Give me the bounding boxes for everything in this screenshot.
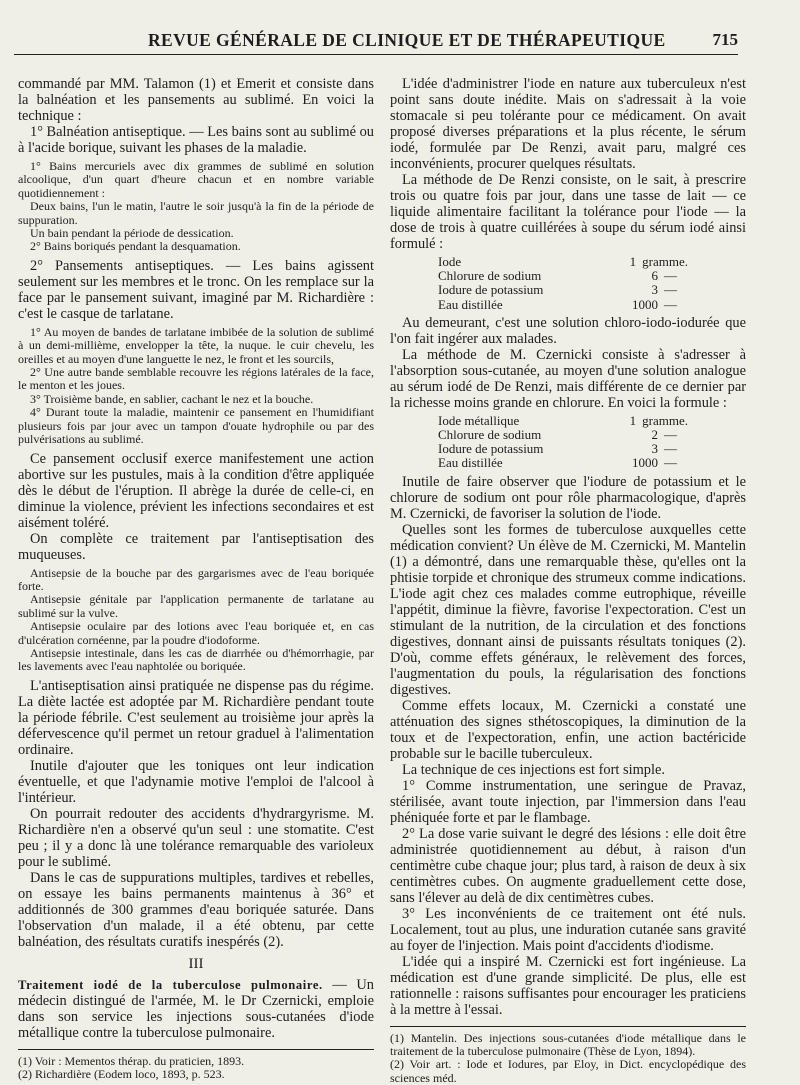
ingredient: Iodure de potassium: [438, 283, 544, 298]
formula-row: [438, 442, 688, 456]
unit: —: [664, 441, 677, 457]
quantity: 1000: [632, 296, 658, 312]
paragraph: On complète ce traitement par l'antiseptisation des muqueuses.: [18, 530, 374, 563]
small-paragraph: Un bain pendant la période de dessication.: [30, 226, 234, 241]
page-number: 715: [712, 30, 738, 49]
small-paragraph: Antisepsie intestinale, dans les cas de diarrhée ou d'hémorrhagie, par les lavements avec l'eau naphtolée ou boriquée.: [18, 645, 374, 674]
paragraph: Dans le cas de suppurations multiples, tardives et rebelles, on essaye les bains permanents maintenus à 36° et additionnés de 300 grammes d'eau boriquée saturée. Dans l'observation d'un malade, il a été obtenu, par cette balnéation, des résultats curatifs inespérés (2).: [18, 869, 374, 950]
small-paragraph: 2° Bains boriqués pendant la desquamation.: [30, 239, 241, 254]
unit: gramme.: [642, 412, 688, 428]
running-header: [14, 28, 738, 55]
paragraph: 2° Pansements antiseptiques. — Les bains agissent seulement sur les membres et le tronc. On les remplace sur la face par le pansement suivant, imaginé par M. Richardière : c'est le casque de tarlatane.: [18, 257, 374, 322]
footnote: (1) Mantelin. Des injections sous-cutanées d'iode métallique dans le traitement de la tuberculose pulmonaire (Thèse de Lyon, 1894).: [390, 1030, 746, 1059]
unit: —: [664, 296, 677, 312]
footnote-rule: [390, 1026, 746, 1027]
paragraph: La méthode de M. Czernicki consiste à s'adresser à l'absorption sous-cutanée, au moyen d'une solution analogue au sérum iodé de De Renzi, mais différente de ce dernier par la richesse moins grande en chlorure. En voici la formule :: [390, 346, 746, 411]
small-paragraph: 1° Au moyen de bandes de tarlatane imbibée de la solution de sublimé à un demi-millième, envelopper la tête, la nuque. le cuir chevelu, les oreilles et au moyen d'une languette le nez, le front et les sourcils,: [18, 324, 374, 366]
small-paragraph: Antisepsie de la bouche par des gargarismes avec de l'eau boriquée forte.: [18, 565, 374, 593]
ingredient: Eau distillée: [438, 456, 503, 471]
section-title: Traitement iodé de la tuberculose pulmonaire.: [18, 977, 323, 992]
small-paragraph: 3° Troisième bande, en sablier, cachant le nez et la bouche.: [30, 391, 314, 406]
small-paragraph: Antisepsie oculaire par des lotions avec l'eau boriquée et, en cas d'ulcération cornéenne, par la poudre d'iodoforme.: [18, 619, 374, 647]
quantity: 1: [629, 254, 637, 269]
paragraph: Comme effets locaux, M. Czernicki a constaté une atténuation des signes sthétoscopiques, la diminution de la toux et de l'expectoration, enfin, une action bactéricide probable sur le bacille tuberculeux.: [390, 697, 746, 762]
small-paragraph: 4° Durant toute la maladie, maintenir ce pansement en l'humidifiant plusieurs fois par jour avec un tampon d'ouate hydrophile ou par des pulvérisations au sublimé.: [18, 405, 374, 447]
formula-row: [438, 414, 688, 428]
paragraph: L'antiseptisation ainsi pratiquée ne dispense pas du régime. La diète lactée est adoptée par M. Richardière pendant toute la période fébrile. C'est seulement au troisième jour après la défervescence qu'il permet un retour graduel à l'alimentation ordinaire.: [18, 677, 374, 758]
paragraph: 1° Comme instrumentation, une seringue de Pravaz, stérilisée, avant toute injection, par l'immersion dans l'eau phéniquée forte et par le flambage.: [390, 777, 746, 826]
formula-row: [438, 456, 688, 470]
small-paragraph: Antisepsie génitale par l'application permanente de tarlatane au sublimé sur la vulve.: [18, 592, 374, 620]
left-column: [18, 76, 374, 1082]
quantity: 3: [651, 282, 658, 298]
section-text: — Un médecin distingué de l'armée, M. le Dr Czernicki, emploie dans son service les injections sous-cutanées d'iode métallique contre la tuberculose pulmonaire.: [18, 976, 374, 1041]
quantity: 3: [651, 441, 658, 457]
formula-row: [438, 255, 688, 269]
ingredient: Iode: [438, 255, 462, 269]
quantity: 1000: [632, 455, 658, 471]
paragraph: Quelles sont les formes de tuberculose auxquelles cette médication convient? Un élève de M. Czernicki, M. Mantelin (1) a démontré, dans une remarquable thèse, qu'elles ont la phtisie torpide et chronique des strumeux comme indications. L'iode agit chez ces malades comme eutrophique, réveille l'appétit, diminue la fièvre, favorise l'expectoration. C'est un stimulant de la nutrition, de la circulation et des fonctions digestives, donnant ainsi de puissants résultats toniques (2). D'où, comme effets généraux, le relèvement des forces, l'augmentation du pouls, la régularisation des fonctions digestives.: [390, 521, 746, 698]
formula-table: [438, 255, 688, 312]
footnote-rule: [18, 1049, 374, 1050]
running-title: REVUE GÉNÉRALE DE CLINIQUE ET DE THÉRAPEUTIQUE: [148, 30, 666, 50]
ingredient: Eau distillée: [438, 297, 503, 312]
paragraph: L'idée qui a inspiré M. Czernicki est fort ingénieuse. La médication est d'une grande simplicité. De plus, elle est rationnelle : raisons suffisantes pour encourager les praticiens à la mettre à l'essai.: [390, 953, 746, 1018]
unit: gramme.: [642, 254, 688, 269]
unit: —: [664, 282, 677, 298]
formula-row: [438, 298, 688, 312]
ingredient: Iodure de potassium: [438, 442, 544, 457]
small-paragraph: 2° Une autre bande semblable recouvre les régions latérales de la face, le menton et les joues.: [18, 365, 374, 393]
small-paragraph: 1° Bains mercuriels avec dix grammes de sublimé en solution alcoolique, d'un quart d'heure chacun et en nombre variable quotidiennement :: [18, 159, 374, 200]
quantity: 1: [629, 412, 637, 428]
formula-table: [438, 414, 688, 471]
unit: —: [664, 455, 677, 471]
footnote: (2) Richardière (Eodem loco, 1893, p. 523.: [18, 1067, 225, 1082]
formula-row: [438, 269, 688, 283]
paragraph: La technique de ces injections est fort simple.: [402, 761, 665, 778]
paragraph: commandé par MM. Talamon (1) et Emerit et consiste dans la balnéation et les pansements au sublimé. En voici la technique :: [18, 76, 374, 124]
unit: —: [664, 268, 677, 284]
formula-row: [438, 428, 688, 442]
formula-row: [438, 283, 688, 297]
paragraph: 1° Balnéation antiseptique. — Les bains sont au sublimé ou à l'acide borique, suivant les phases de la maladie.: [18, 124, 374, 156]
small-paragraph: Deux bains, l'un le matin, l'autre le soir jusqu'à la fin de la période de suppuration.: [18, 199, 374, 227]
section-number: III: [188, 955, 204, 972]
quantity: 2: [651, 427, 658, 443]
section-paragraph: [18, 977, 374, 1041]
paragraph: Inutile de faire observer que l'iodure de potassium et le chlorure de sodium ont pour rôle pharmacologique, d'après M. Czernicki, de favoriser la solution de l'iode.: [390, 473, 746, 522]
paragraph: La méthode de De Renzi consiste, on le sait, à prescrire trois ou quatre fois par jour, dans une tasse de lait — ce liquide alimentaire facilitant la tolérance pour l'iode — la dose de trois à quatre cuillérées à soupe du sérum iodé ainsi formulé :: [390, 172, 746, 252]
paragraph: L'idée d'administrer l'iode en nature aux tuberculeux n'est point sans doute inédite. Mais on s'adressait à la voie stomacale si peu tolérante pour ce médicament. On avait proposé diverses préparations et la plus récente, le sérum iodé, formulée par De Renzi, avait paru, malgré ces inconvénients, procurer quelques résultats.: [390, 76, 746, 172]
footnote: (1) Voir : Mementos thérap. du praticien, 1893.: [18, 1053, 245, 1068]
paragraph: Inutile d'ajouter que les toniques ont leur indication éventuelle, et que l'adynamie motive l'emploi de l'alcool à l'intérieur.: [18, 757, 374, 806]
paragraph: Au demeurant, c'est une solution chloro-iodo-iodurée que l'on fait ingérer aux malades.: [390, 314, 746, 347]
right-column: [390, 76, 746, 1085]
ingredient: Iode métallique: [438, 413, 520, 428]
unit: —: [664, 427, 677, 443]
paragraph: 2° La dose varie suivant le degré des lésions : elle doit être administrée quotidiennement au début, à raison d'un centimètre cube chaque jour; plus tard, à raison de deux à six centimètres cubes. On augmente graduellement cette dose, sans l'élever au delà de dix centimètres cubes.: [390, 825, 746, 906]
quantity: 6: [651, 268, 658, 284]
ingredient: Chlorure de sodium: [438, 269, 542, 284]
ingredient: Chlorure de sodium: [438, 428, 542, 443]
footnote: (2) Voir art. : Iode et Iodures, par Eloy, in Dict. encyclopédique des sciences méd.: [390, 1057, 746, 1085]
paragraph: 3° Les inconvénients de ce traitement ont été nuls. Localement, tout au plus, une induration cutanée sans gravité au foyer de l'injection. Mais point d'accidents d'iodisme.: [390, 905, 746, 954]
paragraph: On pourrait redouter des accidents d'hydrargyrisme. M. Richardière n'en a observé qu'un seul : une stomatite. C'est peu ; il y a donc là une tolérance remarquable des varioleux pour le sublimé.: [18, 805, 374, 870]
paragraph: Ce pansement occlusif exerce manifestement une action abortive sur les pustules, mais à la condition d'être appliquée dès le début de l'éruption. Il abrège la durée de celle-ci, en diminue la violence, prévient les infections secondaires et est aisément toléré.: [18, 450, 374, 531]
